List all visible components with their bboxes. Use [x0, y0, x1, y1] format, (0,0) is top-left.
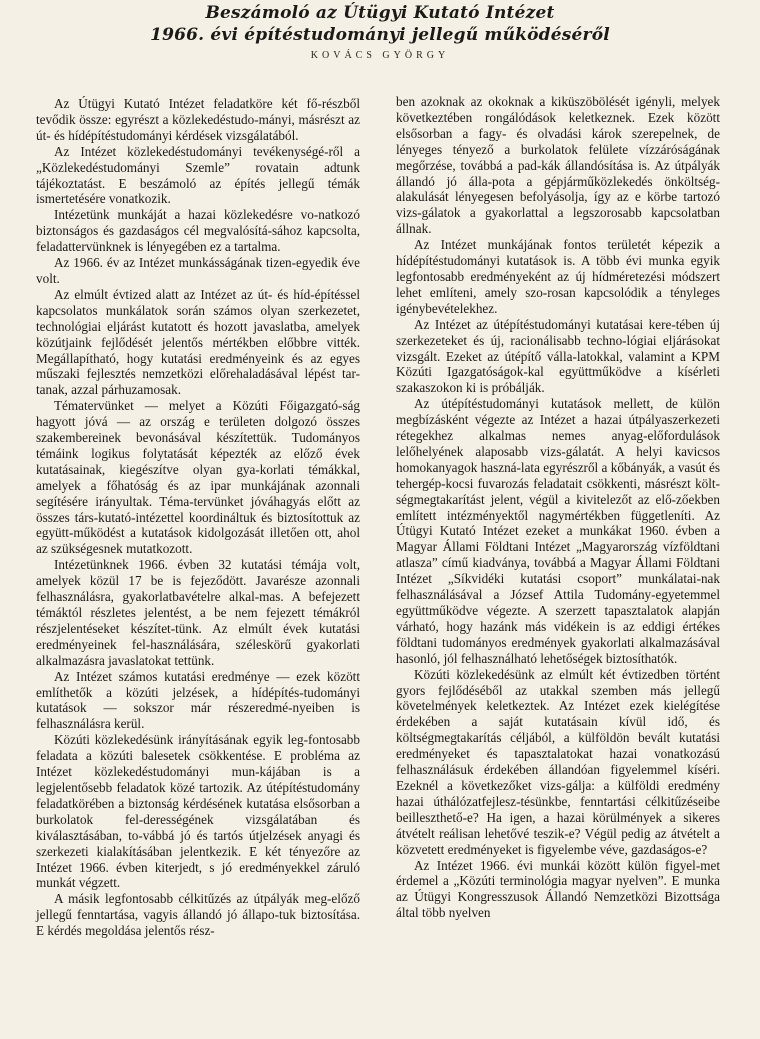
article-header [0, 2, 760, 61]
paragraph: Az útépítéstudományi kutatások mellett, de külön megbízásként végezte az Intézet a hazai útpályaszerkezeti rétegekhez alkalmas nemes anyag-előfordulások lelőhelyének alaposabb vizs-gálatát. A helyi kavicsos homokanyagok haszná-lata egyrészről a kőbányák, a vasút és tehergép-kocsi fuvarozás feladatait csökkenti, másrészt költ-ségmegtakarítást jelent, végül a kivitelezőt az elő-zőekben említett intézményektől nagymértékben függetleníti. Az Útügyi Kutató Intézet ezeket a munkákat 1960. évben a Magyar Állami Földtani Intézet „Magyarország vízföldtani atlasza” című kiadványa, továbbá a Magyar Állami Földtani Intézet „Síkvidéki kutatási csoport” munkálatai-nak felhasználásával a József Attila Tudomány-egyetemmel együttműködve végezte. A szerzett tapasztalatok alapján várható, hogy hazánk más vidékein is az eddigi értékes földtani tudományos eredmények gyakorlati alkalmazásával hasonló, jól felhasználható lehetőségek biztosíthatók. [396, 396, 720, 666]
paragraph: Intézetünknek 1966. évben 32 kutatási témája volt, amelyek közül 17 be is fejeződött. Javarésze azonnali felhasználásra, gyakorlatbavételre alkal-mas. A befejezett témáktól részletes jelentést, a be nem fejezett témákról részjelentéseket készítet-tünk. Az elmúlt évek kutatási eredményeinek fel-használására, széleskörű gyakorlati alkalmazásra javaslatokat tettünk. [36, 557, 360, 668]
paragraph: Az 1966. év az Intézet munkásságának tizen-egyedik éve volt. [36, 255, 360, 286]
paragraph: Az Intézet munkájának fontos területét képezik a hídépítéstudományi kutatások is. A több évi munka egyik legfontosabb eredményeként az új hídméretezési módszert lehet említeni, amely szo-rosan kapcsolódik a tényleges igénybevételekhez. [396, 237, 720, 316]
paragraph: Közúti közlekedésünk irányításának egyik leg-fontosabb feladata a közúti balesetek csökkentése. E probléma az Intézet közlekedéstudományi mun-kájában is a legjelentősebb feladatok közé tartozik. Az útépítéstudomány feladatkörében a biztonság kérdésének kutatása elsősorban a burkolatok fel-derességének vizsgálatában és kiválasztásában, to-vábbá jó és tartós útjelzések anyagi és szerkezeti kialakításában jelentkezik. E két tényezőre az Intézet 1966. évben kiterjedt, s jó eredményekkel záruló munkát végzett. [36, 732, 360, 891]
paragraph: Az Intézet 1966. évi munkái között külön figyel-met érdemel a „Közúti terminológia magyar nyelven”. E munka az Útügyi Kongresszusok Állandó Nemzetközi Bizottsága által több nyelven [396, 857, 720, 921]
article-title-line-2: 1966. évi építéstudományi jellegű működéséről [150, 25, 610, 45]
right-column [396, 94, 720, 921]
paragraph: Intézetünk munkáját a hazai közlekedésre vo-natkozó biztonságos és gazdaságos cél megvalósítá-sához kapcsolta, feladattervünknek is lényegében ez a tartalma. [36, 207, 360, 255]
paragraph: Közúti közlekedésünk az elmúlt két évtizedben történt gyors fejlődéséből az utakkal szemben más jellegű követelmények keletkeztek. Az Intézet ezek kielégítése érdekében a saját kutatásain kívül idő, és költségmegtakarítás céljából, a külföldön bevált kutatási eredményeket és tapasztalatokat hazai vonatkozású felhasználásuk érdekében állandóan figyelemmel kíséri. Ezeknél a következőket vizs-gálja: a külföldi eredmény hazai úthálózatfejlesz-tésünkbe, fenntartási célkitűzéseibe beilleszthető-e? Ha igen, a hazai körülmények a sikeres átvételt reálisan lehetővé teszik-e? Végül pedig az átvételt a közvetett eredményeket is figyelembe véve, gazdaságos-e? [396, 666, 720, 857]
paragraph: Az Intézet az útépítéstudományi kutatásai kere-tében új szerkezeteket és új, racionálisabb techno-lógiai eljárásokat vizsgált. Ezeket az útépítő válla-latokkal, valamint a KPM Közúti Igazgatóságok-kal együttműködve a kísérleti szakaszokon ki is próbálják. [396, 316, 720, 396]
paragraph: Az elmúlt évtized alatt az Intézet az út- és híd-építéssel kapcsolatos munkálatok során számos olyan szerkezetet, technológiai eljárást kutatott és hozott javaslatba, amelyek közútjaink fejlődését jelentős mértékben előbbre vitték. Megállapítható, hogy kutatási eredményeink és az egyes műszaki fejlesztés nemzetközi előrehaladásával lépést tar-tanak, azzal párhuzamosak. [36, 286, 360, 398]
paragraph: Az Útügyi Kutató Intézet feladatköre két fő-részből tevődik össze: egyrészt a közlekedéstudo-mányi, másrészt az út- és hídépítéstudományi kérdések vizsgálatából. [36, 96, 360, 143]
left-column [36, 96, 360, 939]
paragraph-continued: ben azoknak az okoknak a kiküszöbölését igényli, melyek következtében rongálódások keletkeznek. Ezek között elsősorban a fagy- és olvadási károk szerepelnek, de lényeges tényező a burkolatok felülete vízzáróságának megőrzése, továbbá a pad-kák állandósítása is. Az útpályák állandó jó álla-pota a gépjárműközlekedés önköltség-alakulását lényegesen befolyásolja, így az e körbe tartozó vizs-gálatok a gyakorlattal a legszorosabb kapcsolatban állnak. [396, 94, 720, 237]
paragraph: Tématervünket — melyet a Közúti Főigazgató-ság hagyott jóvá — az ország e területen dolgozó összes szakembereinek bevonásával készítettük. Tudományos témáink logikus folytatását képezték az előző évek kutatásainak, kiegészítve olyan gya-korlati témákkal, amelyek a főhatóság és az ipar munkájának azonnali segítésére irányultak. Téma-tervünket jóváhagyás előtt az összes társ-kutató-intézettel koordináltuk és biztosítottuk az együtt-működést a kutatások kidolgozását illetően ott, ahol az szükségesnek mutatkozott. [36, 398, 360, 557]
paragraph: Az Intézet számos kutatási eredménye — ezek között említhetők a közúti jelzések, a hídépítés-tudományi kutatások — sokszor már részeredmé-nyeiben is felhasználásra kerül. [36, 668, 360, 732]
paragraph: A másik legfontosabb célkitűzés az útpályák meg-előző jellegű fenntartása, vagyis állandó jó állapo-tuk biztosítása. E kérdés megoldása jelentős rész- [36, 891, 360, 939]
article-author: KOVÁCS GYÖRGY [310, 50, 450, 61]
article-title-line-1: Beszámoló az Útügyi Kutató Intézet [205, 3, 555, 23]
paragraph: Az Intézet közlekedéstudományi tevékenységé-ről a „Közlekedéstudományi Szemle” rovatain adtunk tájékoztatást. E beszámoló az építés jellegű témák ismertetésére vonatkozik. [36, 143, 360, 207]
